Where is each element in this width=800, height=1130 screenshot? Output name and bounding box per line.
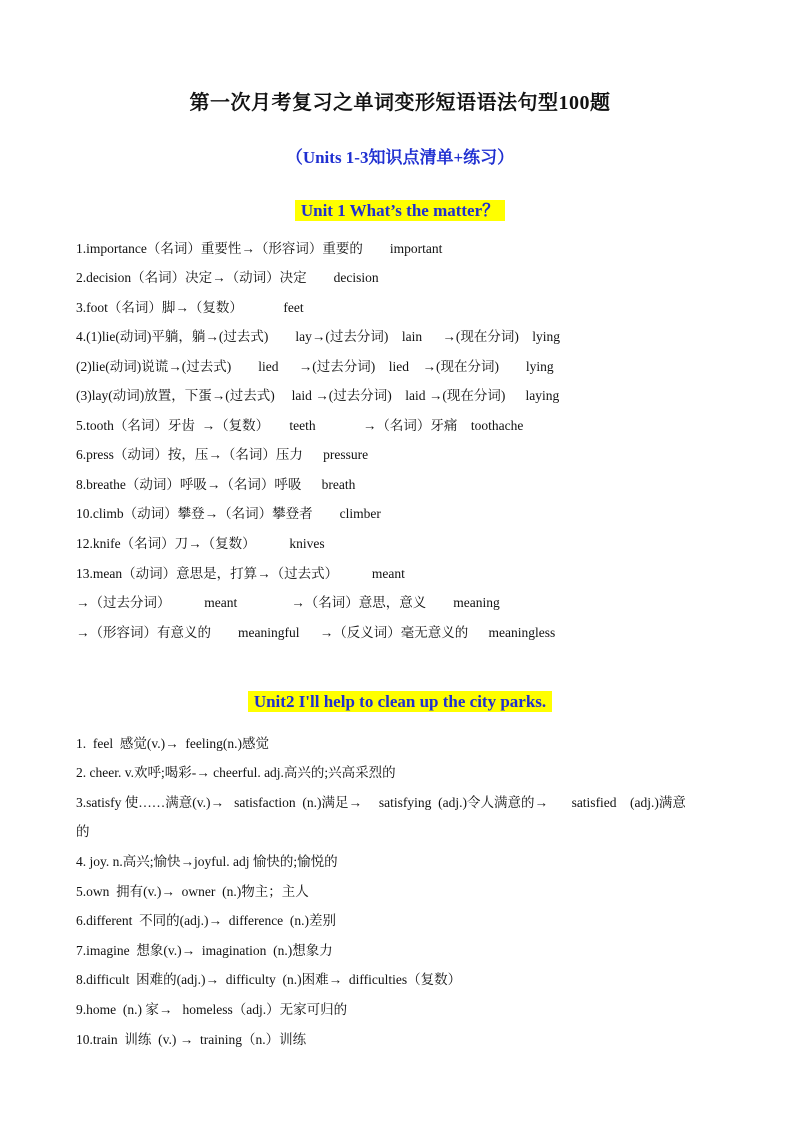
list-item: 的 [76, 824, 90, 839]
page-subtitle: （Units 1-3知识点清单+练习） [285, 148, 515, 167]
list-item: 2. cheer. v.欢呼;喝彩-→ cheerful. adj.高兴的;兴高采烈的 [76, 765, 396, 780]
list-item: 2.decision（名词）决定→（动词）决定 decision [76, 270, 379, 285]
list-item: 10.climb（动词）攀登→（名词）攀登者 climber [76, 506, 381, 521]
list-item: →（过去分词） meant →（名词）意思，意义 meaning [76, 595, 500, 610]
list-item: 10.train 训练 (v.) → training（n.）训练 [76, 1032, 307, 1047]
unit2-heading-text: Unit2 I'll help to clean up the city parks. [248, 691, 552, 712]
list-item: 4. joy. n.高兴;愉快→joyful. adj 愉快的;愉悦的 [76, 854, 338, 869]
list-item: 9.home (n.) 家→ homeless（adj.）无家可归的 [76, 1002, 348, 1017]
list-item: 3.satisfy 使……满意(v.)→ satisfaction (n.)满足→ satisfying (adj.)令人满意的→ satisfied (adj.)满意 [76, 795, 686, 810]
list-item: 6.press（动词）按，压→（名词）压力 pressure [76, 447, 369, 462]
list-item: 5.own 拥有(v.)→ owner (n.)物主；主人 [76, 884, 309, 899]
list-item: 12.knife（名词）刀→（复数） knives [76, 536, 325, 551]
list-item: 5.tooth（名词）牙齿 →（复数） teeth →（名词）牙痛 toothache [76, 418, 524, 433]
list-item: 8.difficult 困难的(adj.)→ difficulty (n.)困难→ difficulties（复数） [76, 972, 462, 987]
list-item: 6.different 不同的(adj.)→ difference (n.)差别 [76, 913, 337, 928]
unit1-heading-text: Unit 1 What’s the matter？ [295, 200, 505, 221]
list-item: 3.foot（名词）脚→（复数） feet [76, 300, 304, 315]
list-item: (2)lie(动词)说谎→(过去式) lied →(过去分词) lied →(现在分词) lying [76, 359, 554, 374]
list-item: 13.mean（动词）意思是，打算→（过去式） meant [76, 566, 405, 581]
unit1-heading [0, 196, 800, 221]
list-item: 1.importance（名词）重要性→（形容词）重要的 important [76, 241, 443, 256]
list-item: 4.(1)lie(动词)平躺，躺→(过去式) lay→(过去分词) lain →(现在分词) lying [76, 329, 561, 344]
list-item: 7.imagine 想象(v.)→ imagination (n.)想象力 [76, 943, 333, 958]
list-item: →（形容词）有意义的 meaningful →（反义词）毫无意义的 meaningless [76, 625, 556, 640]
unit2-heading [0, 692, 800, 712]
list-item: 1. feel 感觉(v.)→ feeling(n.)感觉 [76, 736, 269, 751]
list-item: (3)lay(动词)放置，下蛋→(过去式) laid →(过去分词) laid →(现在分词) laying [76, 388, 560, 403]
page-title: 第一次月考复习之单词变形短语语法句型100题 [189, 92, 611, 114]
list-item: 8.breathe（动词）呼吸→（名词）呼吸 breath [76, 477, 356, 492]
